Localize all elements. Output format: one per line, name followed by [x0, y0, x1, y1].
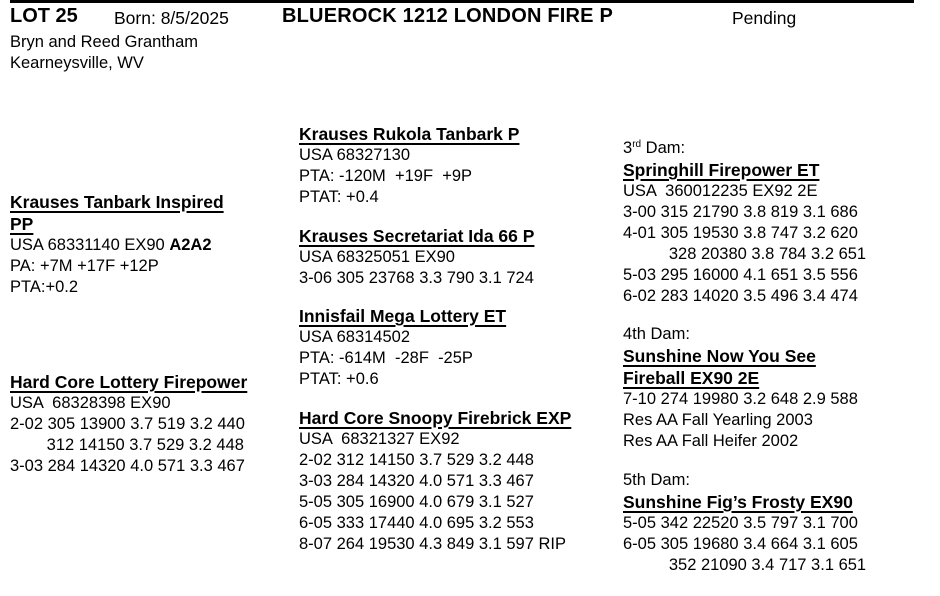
third-dam-detail-line: 5-03 295 16000 4.1 651 3.5 556 — [623, 266, 858, 284]
dam-dam-detail-line: 8-07 264 19530 4.3 849 3.1 597 RIP — [299, 535, 566, 553]
birth-date: Born: 8/5/2025 — [114, 8, 229, 28]
sire-detail-line: PA: +7M +17F +12P — [10, 257, 159, 275]
fourth-dam-label: 4th Dam: — [623, 325, 690, 343]
dam-block — [10, 371, 247, 477]
third-dam-label: 3rd Dam: — [623, 139, 686, 157]
owner-location: Kearneysville, WV — [10, 54, 144, 72]
fourth-dam-detail-line: Res AA Fall Heifer 2002 — [623, 432, 799, 450]
top-rule — [10, 0, 914, 3]
sire-registration: USA 68331140 EX90 A2A2 — [10, 236, 212, 254]
dam-dam-detail-line: 5-05 305 16900 4.0 679 3.1 527 — [299, 493, 534, 511]
third-dam-detail-line: USA 360012235 EX92 2E — [623, 182, 818, 200]
sire-dam-detail-line: 3-06 305 23768 3.3 790 3.1 724 — [299, 269, 534, 287]
dam-dam-detail-line: 2-02 312 14150 3.7 529 3.2 448 — [299, 451, 534, 469]
third-dam-detail-line: 6-02 283 14020 3.5 496 3.4 474 — [623, 287, 858, 305]
dam-sire-detail-line: PTAT: +0.6 — [299, 370, 379, 388]
dam-sire-block — [299, 305, 506, 390]
fifth-dam-detail-line: 352 21090 3.4 717 3.1 651 — [623, 556, 867, 574]
fifth-dam-name: Sunshine Fig’s Frosty EX90 — [623, 492, 853, 512]
sire-genotype: A2A2 — [169, 236, 212, 254]
dam-sire-name: Innisfail Mega Lottery ET — [299, 306, 507, 326]
fourth-dam-block — [623, 324, 858, 452]
sire-sire-block — [299, 123, 519, 208]
sire-block — [10, 191, 224, 298]
third-dam-name: Springhill Firepower ET — [623, 160, 820, 180]
fourth-dam-name: Sunshine Now You See — [623, 346, 816, 366]
third-dam-detail-line: 328 20380 3.8 784 3.2 651 — [623, 245, 867, 263]
dam-dam-block — [299, 407, 571, 555]
fourth-dam-detail-line: 7-10 274 19980 3.2 648 2.9 588 — [623, 390, 858, 408]
dam-detail-line: 312 14150 3.7 529 3.2 448 — [10, 436, 244, 454]
dam-detail-line: 2-02 305 13900 3.7 519 3.2 440 — [10, 415, 245, 433]
sire-sire-detail-line: PTAT: +0.4 — [299, 188, 379, 206]
sire-sire-name: Krauses Rukola Tanbark P — [299, 124, 520, 144]
dam-dam-detail-line: 3-03 284 14320 4.0 571 3.3 467 — [299, 472, 534, 490]
sire-sire-detail-line: PTA: -120M +19F +9P — [299, 167, 473, 185]
sire-detail-line: PTA:+0.2 — [10, 278, 79, 296]
sire-dam-block — [299, 225, 534, 289]
fourth-dam-name-cont: Fireball EX90 2E — [623, 368, 760, 388]
fifth-dam-label: 5th Dam: — [623, 471, 690, 489]
dam-dam-detail-line: USA 68321327 EX92 — [299, 430, 460, 448]
fourth-dam-detail-line: Res AA Fall Yearling 2003 — [623, 411, 813, 429]
sire-name: Krauses Tanbark Inspired — [10, 192, 224, 212]
sire-name-suffix: PP — [10, 214, 34, 234]
dam-dam-name: Hard Core Snoopy Firebrick EXP — [299, 408, 572, 428]
fifth-dam-detail-line: 6-05 305 19680 3.4 664 3.1 605 — [623, 535, 858, 553]
dam-detail-line: 3-03 284 14320 4.0 571 3.3 467 — [10, 457, 245, 475]
owner-name: Bryn and Reed Grantham — [10, 33, 199, 51]
third-dam-block — [623, 138, 866, 307]
dam-name: Hard Core Lottery Firepower — [10, 372, 248, 392]
lot-number: LOT 25 — [10, 5, 78, 27]
dam-sire-detail-line: PTA: -614M -28F -25P — [299, 349, 473, 367]
sire-dam-detail-line: USA 68325051 EX90 — [299, 248, 455, 266]
sire-sire-detail-line: USA 68327130 — [299, 146, 411, 164]
fifth-dam-block — [623, 470, 866, 576]
third-dam-detail-line: 4-01 305 19530 3.8 747 3.2 620 — [623, 224, 858, 242]
sire-dam-name: Krauses Secretariat Ida 66 P — [299, 226, 535, 246]
dam-sire-detail-line: USA 68314502 — [299, 328, 411, 346]
third-dam-detail-line: 3-00 315 21790 3.8 819 3.1 686 — [623, 203, 858, 221]
dam-detail-line: USA 68328398 EX90 — [10, 394, 171, 412]
animal-name: BLUEROCK 1212 LONDON FIRE P — [282, 5, 614, 27]
status-label: Pending — [732, 8, 797, 28]
dam-dam-detail-line: 6-05 333 17440 4.0 695 3.2 553 — [299, 514, 534, 532]
fifth-dam-detail-line: 5-05 342 22520 3.5 797 3.1 700 — [623, 514, 858, 532]
